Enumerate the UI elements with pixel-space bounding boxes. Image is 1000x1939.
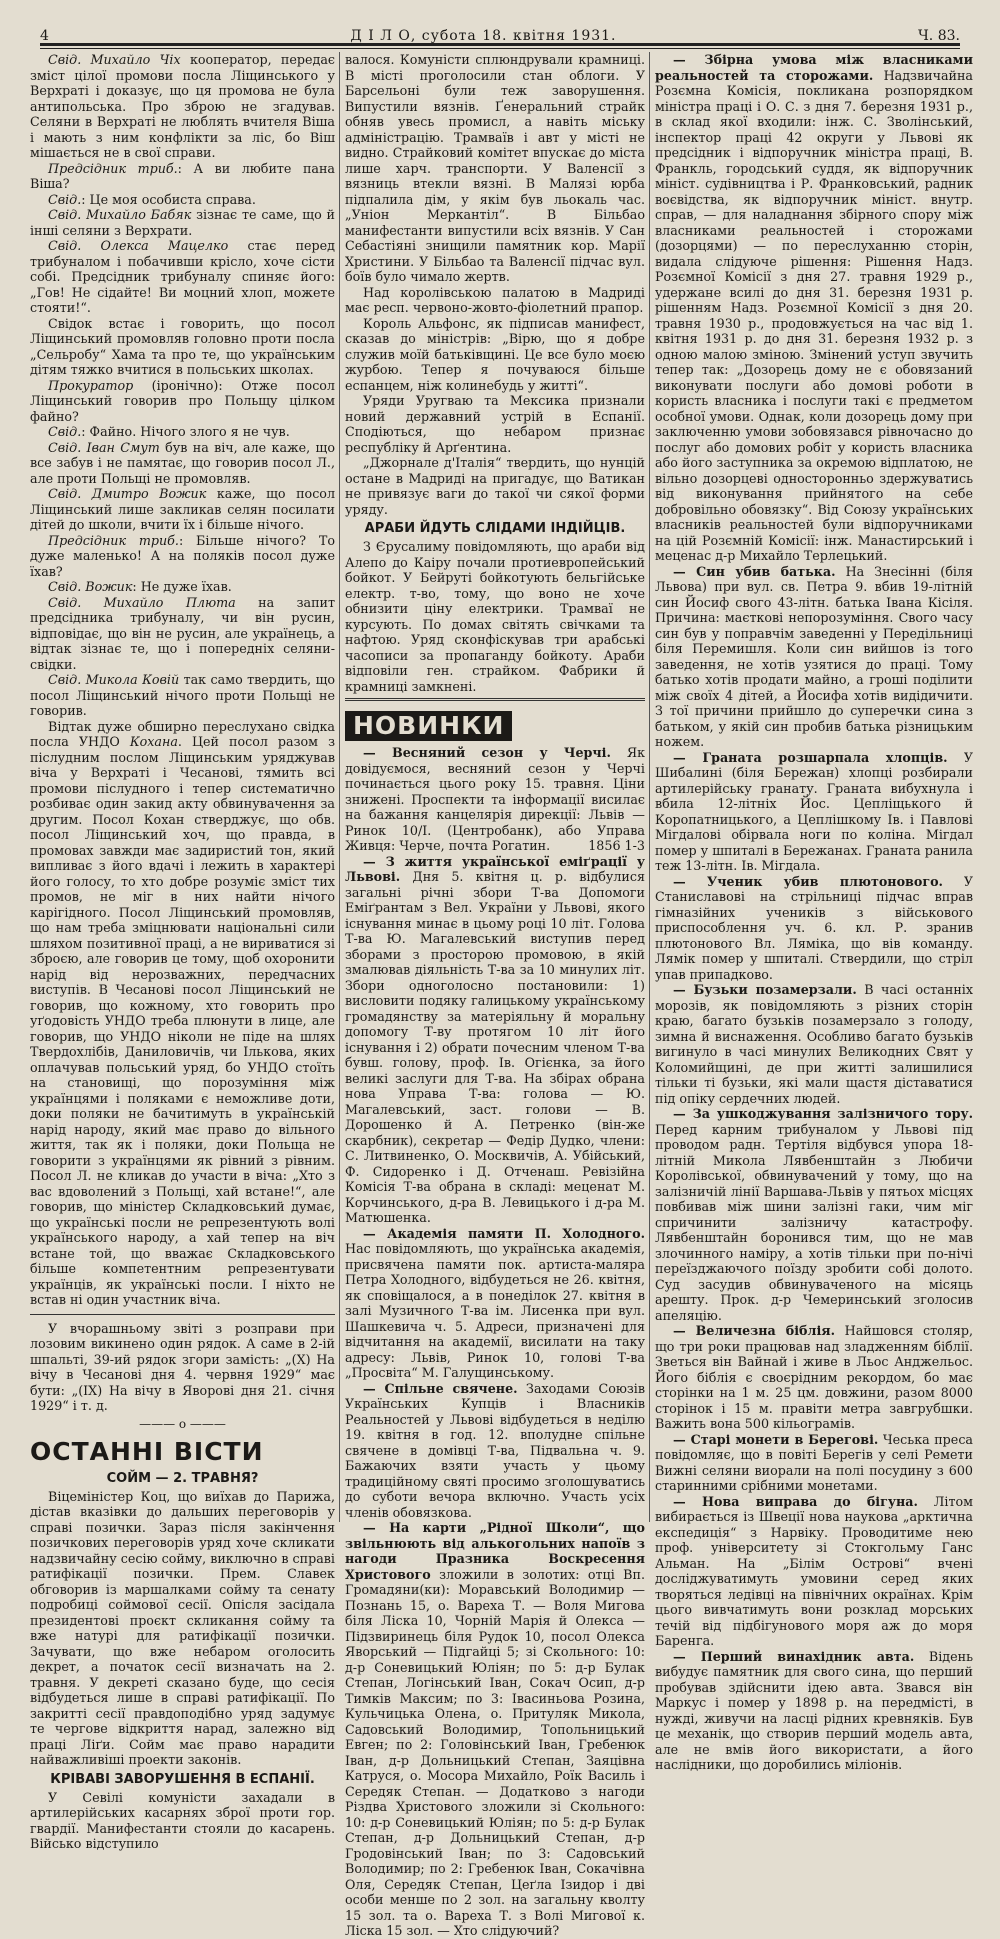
page-number: 4 <box>40 28 49 44</box>
news-item: — Старі монети в Берегові. Чеська преса повідомляє, що в повіті Берегів у селі Ремети Вижні селяни виорали на полі посудину з 600 старинними срібними монетами. <box>655 1431 973 1493</box>
news-item: — Академія памяти П. Холодного. Нас повідомляють, що українська академія, присвячена памяти пок. артиста-маляра Петра Холодного, відбудеться не 26. квітня, як сповіщалося, а в понеділок 27. квітня в залі Музичного Т-ва ім. Лисенка при вул. Шашкевича ч. 5. Адреси, призначені для відчитання на академії, висилати на таку адресу: Львів, Ринок 10, голові Т-ва „Просвіта“ М. Галущинському. <box>345 1225 645 1380</box>
page-header <box>40 18 960 44</box>
news-item: — Бузьки позамерзали. В часі останніх морозів, як повідомляють з різних сторін краю, багато бузьків позамерзало з голоду, зимна й виснаження. Особливо багато бузьків вигинуло в часі минулих Великодних Свят у Коломийщині, де при житті залишилися тільки ті бузьки, які мали щастя діставатися під опіку сердечних людей. <box>655 982 973 1106</box>
article-title: СОЙМ — 2. ТРАВНЯ? <box>106 1470 259 1486</box>
column-2 <box>345 52 645 1938</box>
news-item: — Перший винахідник авта. Відень вибудує памятник для свого сина, що перший пробував здійснити ідею авта. Звався він Маркус і помер у 1898 р. на передмісті, в нужді, живучи на ласці рідних кревняків. Був це механік, що створив перший модель авта, але не вмів його використати, а його наслідники, що доробились міліонів. <box>655 1648 973 1772</box>
paragraph: Над королівською палатою в Мадриді має респ. червоно-жовто-фіолетний прапор. <box>345 284 645 315</box>
news-item: — Спільне свячене. Заходами Союзів Українських Купців і Власників Реальностей у Львові відбудеться в неділю 19. квітня в год. 12. вполудне спільне свячене в домівці Т-ва, Підвальна ч. 9. Бажаючих взяти участь у цьому традиційному святі просимо зголошуватись до суботи вечора включно. Участь усіх членів обовязкова. <box>345 1380 645 1520</box>
column-divider <box>339 52 340 1522</box>
paragraph: Свід.: Файно. Нічого злого я не чув. <box>48 424 290 439</box>
paragraph: Уряди Уругваю та Мексика признали новий державний устрій в Еспанії. Сподіються, що небаром признає республіку й Арґентина. <box>345 393 645 455</box>
news-item: — Ученик убив плютонового. У Станиславові на стрільниці підчас вправ гімназійних учеників з військового приспособлення уч. 6. кл. Р. зранив плютонового Вл. Ляміка, що вів команду. Лямік помер у шпиталі. Ствердили, що стріл упав припадково. <box>655 873 974 982</box>
news-item: — За ушкоджування залізничого тору. Перед карним трибуналом у Львові під проводом радн. Тертіля відбувся упора 18-літній Микола Лявбенштайн з Любичи Королівської, обвинувачений у тому, що на залізничій лінії Варшава-Львів у пятьох місцях повбивав між шини залізні гаки, чим міг спричинити залізничу катастрофу. Лявбенштайн боронився тим, що не мав злочинного наміру, а хотів тільки при по-нічі переїзджаючого поїзду зробити собі долото. Суд засудив обвинуваченого на місяць арешту. Прок. д-р Чемеринський зголосив апеляцію. <box>655 1106 973 1323</box>
paragraph: Відтак дуже обширно переслухано свідка посла УНДО Кохана. Цей посол разом з післудним послом Ліщинським уряджував віча у Верхраті і Чесанові, тямить всі промови післудного і тепер систематично розбиває один закид акту обвинувачення за другим. Посол Кохан стверджує, що обв. посол Ліщинський хоч, що правда, в промовах завжди має задиристий тон, який випливає з його вдачі і лежить в характері його голосу, то хто добре розуміє зміст тих промов, не міг в них найти нічого карігідного. Посол Ліщинський промовляв, що нам треба зміцнювати національні сили шляхом позитивної праці, а не вириватися зі зброєю, але говорив це тому, щоб охоронити нарід від нерозважних, передчасних виступів. В Чесанові посол Ліщинський не говорив, що кожному, хто говорить про уґодовість УНДО треба плюнути в лице, але говорив, що УНДО ніколи не піде на шлях Твердохлібів, Даниловичів, чи Ількова, яких оплачував польський уряд, бо УНДО стоїть на становищі, що порозуміння між українцями і поляками є неможливе доти, доки поляки не бачитимуть в українській нарід народу, який має право до вільного життя, так як і поляки, доки Польща не говорити з українцями як рівний з рівним. Посол Л. не кликав до участи в віча: „Хто з вас вдоволений з Польщі, хай встане!“, але говорив, що міністер Складковський думає, що українські посли не репрезентують волі українського народу, а хай тепер на віч встане той, що вважає Складковського більше компетентним репрезентувати українців, як українські посли. І ніхто не встав ні один участник віча. <box>30 718 335 1307</box>
paragraph: Прокуратор (іронічно): Отже посол Ліщинський говорив про Польщу цілком файно? <box>30 377 335 424</box>
paragraph: Король Альфонс, як підписав манифест, сказав до міністрів: „Вірю, що я добре служив моїй батьківщині. Це все було моєю журбою. Тепер я почуваюся більше еспанцем, ніж колинебудь у житті“. <box>345 315 645 393</box>
column-divider <box>649 52 650 1522</box>
news-item: — З життя української еміґрації у Львові. Дня 5. квітня ц. р. відбулися загальні річні збори Т-ва Допомоги Еміґрантам з Вел. України у Львові, якого існування минає в цьому році 10 літ. Голова Т-ва Ю. Магалевський виступив перед зборами з просторою промовою, в якій змалював діяльність Т-ва за 10 минулих літ. Збори одноголосно постановили: 1) висловити подяку галицькому українському громадянству за матеріяльну й моральну допомогу Т-ву протягом 10 літ його існування і 2) обрати почесним членом Т-ва бувш. голову, проф. Ів. Огієнка, за його великі заслуги для Т-ва. На збірах обрана нова Управа Т-ва: голова — Ю. Магалевський, заст. голови — В. Дорошенко й А. Петренко (він-же скарбник), секретар — Федір Дудко, члени: С. Литвиненко, О. Москвичів, А. Убійський, Ф. Сидоренко і Д. Отченаш. Ревізійна Комісія Т-ва обрана в складі: меценат М. Корчинського, д-ра В. Левицького і д-ра М. Матюшенка. <box>345 853 645 1225</box>
paragraph: Свід. Олекса Мацелко стає перед трибуналом і побачивши крісло, хоче сісти собі. Предсідник трибуналу спиняє його: „Гов! Не сідайте! Ви моцний хлоп, можете стояти!“. <box>30 238 335 315</box>
header-rule <box>40 43 960 49</box>
paragraph: З Єрусалиму повідомляють, що араби від Алепо до Каіру почали протиевропейський бойкот. У Бейруті бойкотують бельгійське електр. т-во, тому, що воно не хоче обнизити ціну електрики. Трамваї не курсують. По домах світять свічками та нафтою. Уряд сконфіскував три арабські часописи за пропаганду бойкоту. Араби відповіли ген. страйком. Фабрики й крамниці замкнені. <box>345 539 645 694</box>
paragraph: Свід. Михайло Бабяк зізнає те саме, що й інші селяни з Верхрати. <box>30 207 335 238</box>
paragraph: Свід. Іван Смут був на віч, але каже, що все забув і не памятає, що говорив посол Л., але проти Польщі не промовляв. <box>30 439 335 486</box>
masthead: Д І Л О, субота 18. квітня 1931. <box>350 28 617 44</box>
paragraph: Свід. Михайло Чіх кооператор, передає зміст цілої промови посла Ліщинського у Верхраті і доказує, що ця промова не була антипольська. Про зброю не згадував. Селяни в Верхраті не люблять вчителя Віша і мають з ним конфлікти за ліс, бо Віш мішається не в свої справи. <box>30 52 335 160</box>
paragraph: Предсідник триб.: Більше нічого? То дуже маленько! А на поляків посол дуже їхав? <box>30 532 335 579</box>
paragraph: валося. Комуністи сплюндрували крамниці. В місті проголосили стан облоги. У Барсельоні були теж заворушення. Випустили вязнів. Ґенеральний страйк обняв увесь промисл, а навіть міську адміністрацію. Трамваїв і авт у місті не видно. Страйковий комітет впускає до міста лише харч. транспорти. У Валенсії з вязниць втекли вязні. В Малязі юрба підпалила дім, у якім був льокаль час. „Уніон Меркантіл“. В Більбао манифестанти випустили всіх вязнів. У Сан Себастіяні знищили памятник кор. Марії Христини. У Більбао та Валенсії підчас вул. боїв було чимало жертв. <box>345 52 645 284</box>
news-item: — Величезна біблія. Найшовся столяр, що три роки працював над зладженням біблії. Зветься він Вайнай і живе в Льос Анджельос. Його біблія є своєрідним рекордом, бо має сторінки на 1 м. 25 цм. довжини, разом 8000 сторінок і 15 м. правіти метра завгрубшки. Важить вона 500 кільограмів. <box>655 1323 973 1431</box>
column-1 <box>30 52 336 1851</box>
correction-note: У вчорашньому звіті з розправи при лозовим викинено один рядок. А саме в 2-ій шпальті, 39-ий рядок згори замість: „(Х) На вічу в Чесанові дня 4. червня 1929“ має бути: „(ІХ) На вічу в Яворові дня 21. січня 1929“ і т. д. <box>30 1320 335 1413</box>
paragraph: Віцеміністер Коц, що виїхав до Парижа, дістав вказівки до дальших переговорів у справі позички. Зараз після закінчення позичкових переговорів уряд хоче скликати надзвичайну сесію сойму, виключно в справі ратифікації позички. Прем. Славек обговорив із маршалками сойму та сенату подробиці соймової сесії. Опісля засідала президентові проєкт скликання сойму та вже натурі для ратифікації позички. Зачувати, що вже небаром оголосить декрет, а початок сесії визначать на 2. травня. У декреті сказано буде, що сесія відбудеться лише в справі ратифікації. По закритті сесії правдоподібно уряд задумує те чергове відкриття нарад, залежно від праці Ліґи. Сойм має право нарадити найважливіші проекти законів. <box>30 1488 335 1767</box>
article-title: КРІВАВІ ЗАВОРУШЕННЯ В ЕСПАНІЇ. <box>50 1771 315 1787</box>
paragraph: „Джорнале д'Італія“ твердить, що нунцій остане в Мадриді на пригадує, що Ватикан не привязує ваги до такої чи сякої форми уряду. <box>345 455 645 517</box>
paragraph: Свід. Микола Ковій так само твердить, що посол Ліщинський нічого проти Польщі не говорив. <box>30 672 335 718</box>
news-item: — Нова виправа до бігуна. Літом вибирається із Швеції нова наукова „арктична експедиція“ з Нарвіку. Проводитиме нею проф. університету зі Стокгольму Ганс Альман. На „Білім Острові“ вчені досліджуватимуть умовини серед яких творяться ледівці на північних окраїнах. Крім цього вивчатимуть вони розклад морських течій від підбігунового моря аж до моря Баренга. <box>655 1493 973 1648</box>
news-item: — На карти „Рідної Школи“, що звільнюють від алькогольних напоїв з нагоди Празника Воскресення Христового зложили в золотих: отці Вп. Громадяни(ки): Моравський Володимир — Познань 15, о. Вареха Т. — Воля Мигова біля Ліска 10, Чорній Марія й Олекса — Підзвиринець біля Рудок 10, посол Олекса Яворський — Підгайці 5; зі Скольного: 10: д-р Соневицький Юліян; по 5: д-р Булак Степан, Логінський Іван, Сокач Осип, д-р Тимків Максим; по 3: Івасиньова Розина, Кульчицька Олена, о. Притуляк Микола, Садовський Володимир, Топольницький Евген; по 2: Головінський Іван, Гребенюк Іван, д-р Дольницький Степан, Заяцівна Катруся, о. Мосора Михайло, Роїк Василь і Середяк Степан. — Додатково з нагоди Різдва Христового зложили зі Скольного: 10: д-р Соневицький Юліян; по 5: д-р Булак Степан, д-р Дольницький Степан, д-р Гродовінський Іван; по 3: Садовський Володимир; по 2: Гребенюк Іван, Сокачівна Оля, Середяк Степан, Цеґла Ізидор і дві особи менше по 2 зол. на загальну кволту 15 зол. та о. Вареха Т. з Волі Мигової к. Ліска 15 зол. — Хто слідуючий? <box>345 1520 645 1938</box>
paragraph: Свід. Дмитро Вожик каже, що посол Ліщинський лише закликав селян посилати дітей до школи, вчити їх і більше нічого. <box>30 486 336 532</box>
paragraph: Свід. Михайло Плюта на запит предсідника трибуналу, чи він русин, відповідає, що він не русин, але українець, а відтак зізнає те, що і попередніх селяни-свідки. <box>30 594 335 672</box>
issue-number: Ч. 83. <box>917 28 960 44</box>
section-title-news: НОВИНКИ <box>345 711 512 741</box>
section-title-latest-news: ОСТАННІ ВІСТИ <box>30 1436 264 1466</box>
separator <box>30 1314 335 1315</box>
column-3 <box>655 52 974 1772</box>
news-item: — Весняний сезон у Черчі. Як довідуємося, весняний сезон у Черчі починається цього року 15. травня. Ціни знижені. Проспекти та інформації висилає на бажання канцелярія дирекції: Львів — Ринок 10/I. (Центробанк), або Управа Живця: Черче, почта Рогатин. 1856 1-3 <box>345 745 645 853</box>
news-item: — Син убив батька. На Знесінні (біля Львова) при вул. св. Петра 9. вбив 19-літній син Йосиф свого 43-літн. батька Івана Кісіля. Причина: маєткові непорозуміння. Свого часу син був у поправчім заведенні у Передільниці біля Перемишля. Коли син вийшов із того заведення, не хотів узятися до праці. Тому батько хотів продати майно, а гроші поділити між своїх 4 дітей, а Йосифа хотів видідичити. З тої причини прийшло до суперечки сина з батьком, у якій син пробив батька різницьким ножем. <box>655 563 973 749</box>
paragraph: Свідок встає і говорить, що посол Ліщинський промовляв головно проти посла „Сельробу“ Хама та про те, що українським дітям тяжко вчитися в польських школах. <box>30 315 335 377</box>
article-title: АРАБИ ЙДУТЬ СЛІДАМИ ІНДІЙЦІВ. <box>364 521 626 536</box>
paragraph: Свід.: Це моя особиста справа. <box>48 191 256 207</box>
paragraph: Свід. Вожик: Не дуже їхав. <box>48 579 232 594</box>
paragraph: Предсідник триб.: А ви любите пана Віша? <box>30 160 335 191</box>
separator <box>345 698 645 701</box>
paragraph: У Севілі комуністи захадали в артилерійських касарнях зброї проти гор. гвардії. Манифестанти стояли до касарень. Військо відступило <box>30 1789 335 1851</box>
news-item: — Граната розшарпала хлопців. У Шибалині (біля Бережан) хлопці розбирали артилерійську гранату. Граната вибухнула і вбила 12-літніх Йос. Цепліщького й Коропатницького, а Цеплішкому Ів. і Павлові Мігдалові обірвала ноги по коліна. Мігдал помер у шпиталі в Бережанах. Граната ранила теж 13-літн. Ів. Мігдала. <box>655 749 974 873</box>
news-item: — Збірна умова між власниками реальностей та сторожами. Надзвичайна Розємна Комісія, покликана розпорядком міністра праці і О. С. з дня 7. березня 1931 р., в склад якої входили: інж. С. Зволінський, інспектор праці 42 округи у Львові як предсідник і відпоручник міністра праці, В. Франкль, городський суддя, як відпоручник мініст. судівництва і Р. Франковський, радник воєвідства, як відпоручник мініст. внутр. справ, — для наладнання збірного спору між власниками реальностей і сторожами (дозорцями) — по переслуханню сторін, видала слідуюче рішення: Рішення Надз. Розємної Комісії з дня 27. травня 1929 р., удержане всилі до дня 31. березня 1931 р. рішенням Надз. Розємної Комісії з дня 20. травня 1930 р., продовжується на час від 1. квітня 1931 р. до дня 31. березня 1932 р. з одною малою зміною. Змінений уступ звучить тепер так: „Дозорець дому не є обовязаний виконувати послуги або домові роботи в користь власника і послуги такі є предметом особної умови. Однак, коли дозорець дому при заключенню умови зобовязався рівночасно до послуг або домових робіт у користь власника або його заступника за окремою відплатою, не вільно дозорцеві односторонньо здержуватись від виконування прийнятого на себе добровільно обовязку“. Від Союзу українських власників реальностей були відпоручниками на цій Розємній Комісії: інж. Манастирський і меценас д-р Михайло Терлецький. <box>655 52 973 563</box>
ornament: ——— o ——— <box>139 1416 226 1431</box>
